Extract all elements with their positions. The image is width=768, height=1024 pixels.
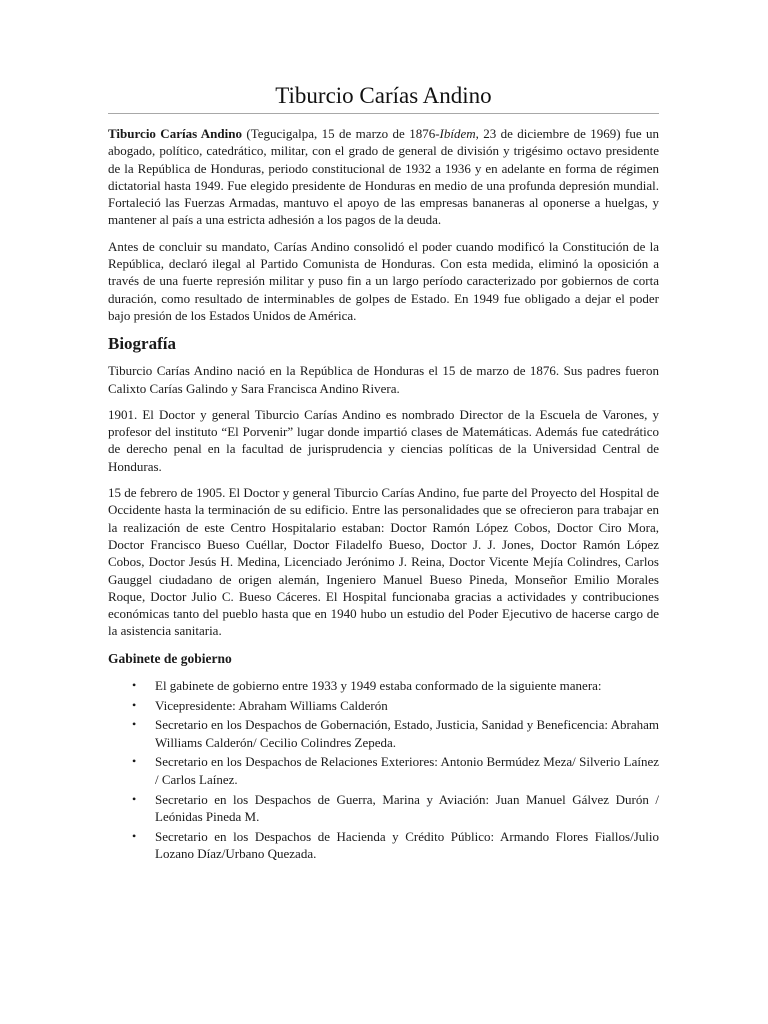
- cabinet-list: [108, 677, 659, 862]
- document-page: [108, 82, 659, 865]
- intro-paragraph-2: Antes de concluir su mandato, Carías Andino consolidó el poder cuando modificó la Constitución de la República, declaró ilegal al Partido Comunista de Honduras. Con esta medida, eliminó la oposición a través de una fuerte represión militar y puso fin a un largo período caracterizado por gobiernos de corta duración, como resultado de interminables de golpes de Estado. En 1949 fue obligado a dejar el poder bajo presión de los Estados Unidos de América.: [108, 238, 659, 323]
- list-item-text: Secretario en los Despachos de Gobernación, Estado, Justicia, Sanidad y Beneficencia: Abraham Williams Calderón/ Cecilio Colindres Zepeda.: [155, 717, 659, 750]
- list-item-text: Vicepresidente: Abraham Williams Calderón: [155, 697, 388, 713]
- bullet-icon: •: [132, 697, 137, 712]
- document-title: Tiburcio Carías Andino: [108, 82, 659, 114]
- bullet-icon: •: [132, 828, 137, 843]
- list-item-text: El gabinete de gobierno entre 1933 y 1949 estaba conformado de la siguiente manera:: [155, 677, 602, 693]
- biografia-paragraph-1: Tiburcio Carías Andino nació en la República de Honduras el 15 de marzo de 1876. Sus padres fueron Calixto Carías Galindo y Sara Francisca Andino Rivera.: [108, 363, 659, 396]
- list-item: [108, 677, 659, 694]
- intro-paragraph-1: [108, 125, 659, 229]
- bullet-icon: •: [132, 754, 137, 769]
- list-item-text: Secretario en los Despachos de Relaciones Exteriores: Antonio Bermúdez Meza/ Silverio Laínez / Carlos Laínez.: [155, 754, 659, 787]
- list-item: [108, 753, 659, 788]
- list-item: [108, 828, 659, 863]
- list-item: [108, 791, 659, 826]
- bullet-icon: •: [132, 791, 137, 806]
- biografia-paragraph-2: 1901. El Doctor y general Tiburcio Carías Andino es nombrado Director de la Escuela de Varones, y profesor del instituto “El Porvenir” lugar donde impartió clases de Matemáticas. Además fue catedrático de derecho penal en la facultad de jurisprudencia y ciencias políticas de la Universidad Central de Honduras.: [108, 406, 659, 474]
- list-item: [108, 697, 659, 714]
- intro-text-b: , 23 de diciembre de 1969) fue un abogado, político, catedrático, militar, con el grado de general de división y trigésimo octavo presidente de la República de Honduras, periodo constitucional de 1932 a 1936 y en adelante en forma de régimen dictatorial hasta 1949. Fue elegido presidente de Honduras en medio de una profunda depresión mundial. Fortaleció las Fuerzas Armadas, mantuvo el apoyo de las empresas bananeras al oponerse a huelgas, y mantener al país a una estricta adhesión a los pagos de la deuda.: [108, 126, 659, 228]
- list-item-text: Secretario en los Despachos de Hacienda y Crédito Público: Armando Flores Fiallos/Julio Lozano Díaz/Urbano Quezada.: [155, 828, 659, 861]
- list-item-text: Secretario en los Despachos de Guerra, Marina y Aviación: Juan Manuel Gálvez Durón / Leónidas Pineda M.: [155, 791, 659, 824]
- bullet-icon: •: [132, 677, 137, 692]
- subject-name-bold: Tiburcio Carías Andino: [108, 126, 242, 141]
- list-item: [108, 716, 659, 751]
- section-heading-biografia: Biografía: [108, 334, 176, 354]
- biografia-paragraph-3: 15 de febrero de 1905. El Doctor y general Tiburcio Carías Andino, fue parte del Proyecto del Hospital de Occidente hasta la terminación de su edificio. Entre las personalidades que se ofrecieron para trabajar en la realización de este Centro Hospitalario estaban: Doctor Ramón López Cobos, Doctor Ciro Mora, Doctor Francisco Bueso Cuéllar, Doctor Filadelfo Bueso, Doctor J. J. Jones, Doctor Ramón López Cobos, Doctor Jesús H. Medina, Licenciado Jerónimo J. Reina, Doctor Vicente Mejía Colindres, Carlos Gauggel ciudadano de origen alemán, Ingeniero Manuel Bueso Pineda, Monseñor Emilio Morales Roque, Doctor Julio C. Bueso Cáceres. El Hospital funcionaba gracias a actividades y contribuciones económicas tanto del pueblo hasta que en 1940 hubo un estudio del Poder Ejecutivo de hacerse cargo de la asistencia sanitaria.: [108, 485, 659, 639]
- section-heading-gabinete: Gabinete de gobierno: [108, 650, 232, 666]
- bullet-icon: •: [132, 717, 137, 732]
- intro-text-a: (Tegucigalpa, 15 de marzo de 1876-: [241, 126, 440, 141]
- ibidem-italic: Ibídem: [439, 126, 476, 141]
